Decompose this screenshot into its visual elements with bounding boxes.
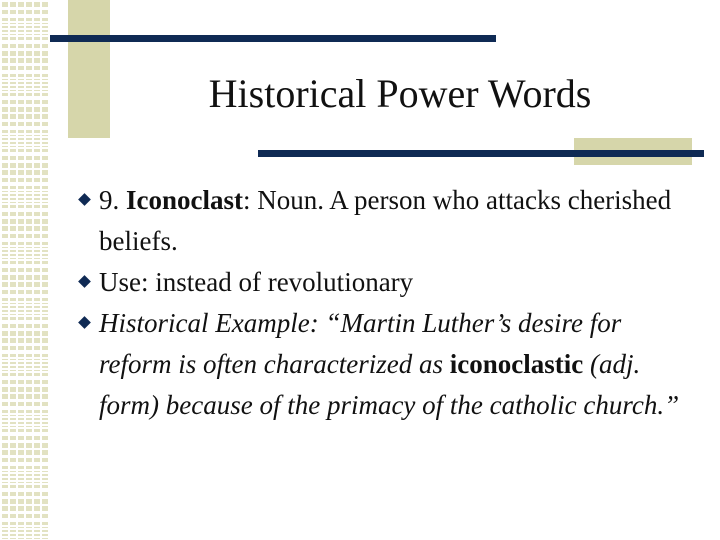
decorative-navy-rule-bottom	[258, 150, 704, 157]
decorative-grid-strip	[0, 0, 50, 540]
term-definition: : Noun. A person who attacks cherished beliefs.	[99, 185, 672, 256]
bullet-item-definition	[78, 180, 698, 262]
bullet-item-example	[78, 303, 698, 426]
term-number: 9.	[99, 185, 120, 215]
use-text: Use: instead of revolutionary	[99, 267, 414, 297]
example-bold-word: iconoclastic	[449, 349, 584, 379]
decorative-navy-rule-top	[50, 35, 496, 42]
example-prefix: Historical Example: “Martin Luther’s desire for reform is often characterized as	[99, 308, 622, 379]
term-word: Iconoclast	[126, 185, 243, 215]
example-suffix: (adj. form) because of the primacy of the catholic church.”	[99, 349, 680, 420]
decorative-olive-block-top	[68, 0, 110, 138]
bullet-list	[78, 180, 698, 426]
slide-title: Historical Power Words	[208, 71, 592, 116]
diamond-bullet-icon	[78, 275, 91, 288]
diamond-bullet-icon	[78, 316, 91, 329]
diamond-bullet-icon	[78, 193, 91, 206]
bullet-item-use	[78, 262, 698, 303]
